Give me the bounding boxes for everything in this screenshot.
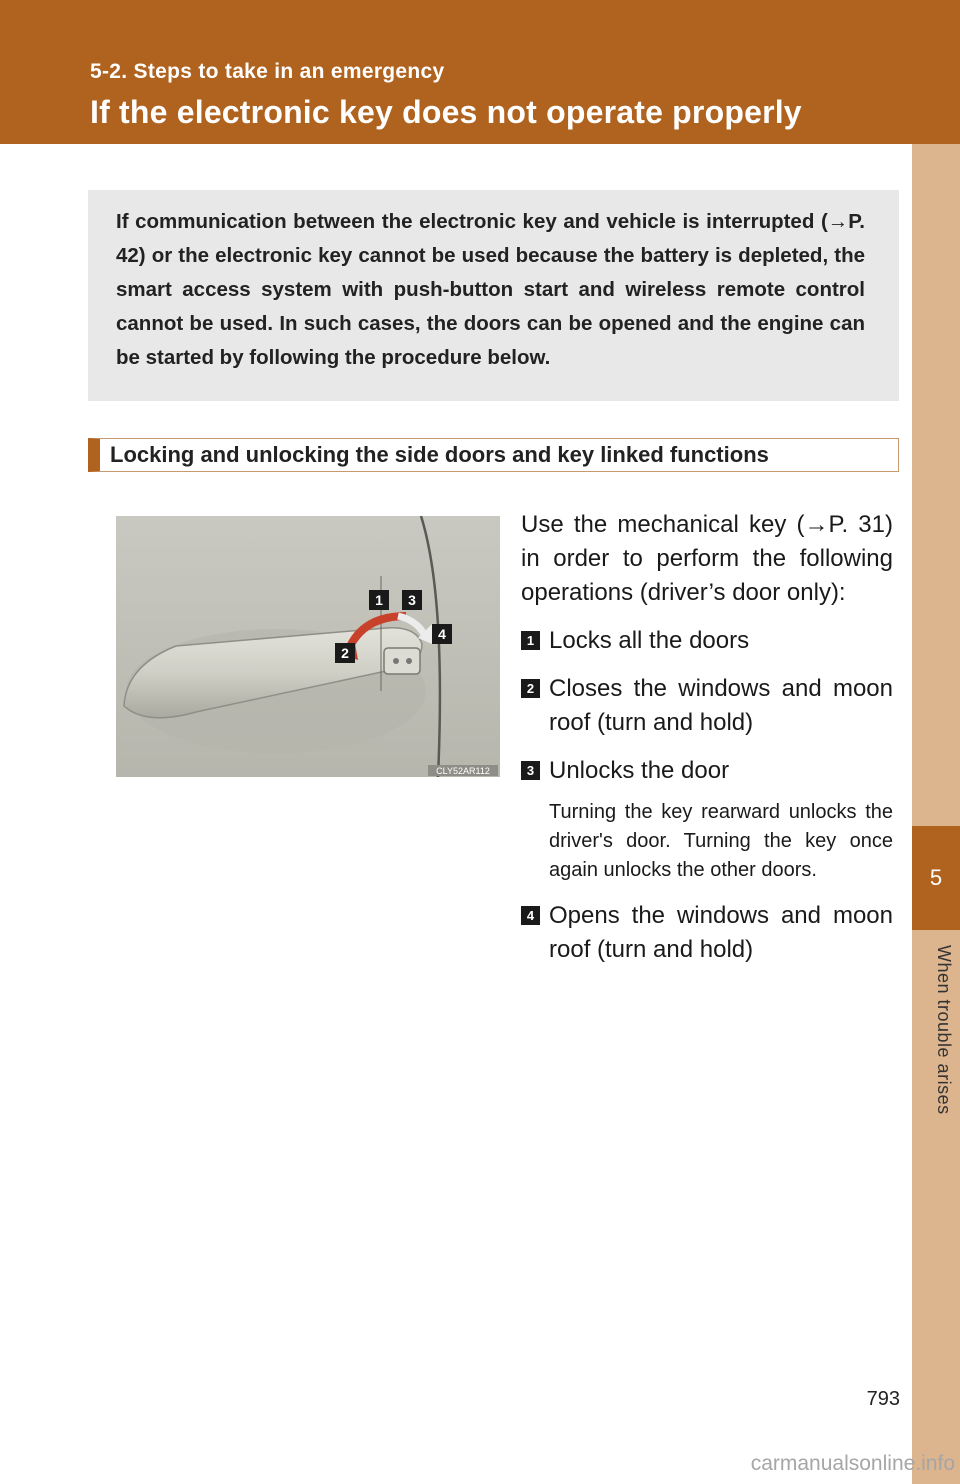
chapter-title: When trouble arises: [934, 945, 954, 1115]
callout-4-label: 4: [438, 626, 446, 642]
door-handle-illustration: [116, 516, 500, 777]
page-title: If the electronic key does not operate properly: [90, 94, 802, 130]
step-note: Turning the key rearward unlocks the driver's door. Turning the key once again unlocks the other doors.: [549, 801, 893, 881]
callout-3-label: 3: [408, 592, 416, 608]
step-item: [521, 899, 893, 967]
step-text: Locks all the doors: [549, 627, 750, 654]
intro-text: If communication between the electronic key and vehicle is interrupted (→P. 42) or the electronic key cannot be used because the battery is depleted, the smart access system with push-button start and wireless remote control cannot be used. In such cases, the doors can be opened and the engine can be started by following the procedure below.: [116, 210, 865, 369]
instructions: [521, 508, 893, 967]
step-number-badge: 4: [521, 906, 540, 925]
step-item: [521, 672, 893, 740]
step-item: [521, 754, 893, 788]
step-text: Closes the windows and moon roof (turn and hold): [549, 675, 893, 736]
callout-1-label: 1: [375, 592, 383, 608]
page-header: [0, 0, 960, 144]
lead-text: Use the mechanical key (→P. 31) in order to perform the following operations (driver’s door only):: [521, 511, 893, 606]
watermark: carmanualsonline.info: [750, 1452, 955, 1475]
step-number-badge: 1: [521, 631, 540, 650]
subheading: [88, 438, 899, 472]
key-cylinder: [384, 648, 420, 674]
callout-2-label: 2: [341, 645, 349, 661]
side-tab: [912, 144, 960, 1484]
figure-code: CLY52AR112: [436, 766, 490, 776]
section-label: 5-2. Steps to take in an emergency: [90, 60, 445, 83]
step-number-badge: 3: [521, 761, 540, 780]
step-text: Unlocks the door: [549, 757, 730, 784]
step-text: Opens the windows and moon roof (turn and hold): [549, 902, 893, 963]
door-handle-drawing: [116, 516, 500, 777]
intro-box: [88, 190, 899, 401]
subheading-text: Locking and unlocking the side doors and key linked functions: [110, 442, 769, 467]
step-number-badge: 2: [521, 679, 540, 698]
page-number: 793: [866, 1388, 900, 1410]
chapter-number-tab[interactable]: 5: [912, 826, 960, 930]
step-item: [521, 624, 893, 658]
